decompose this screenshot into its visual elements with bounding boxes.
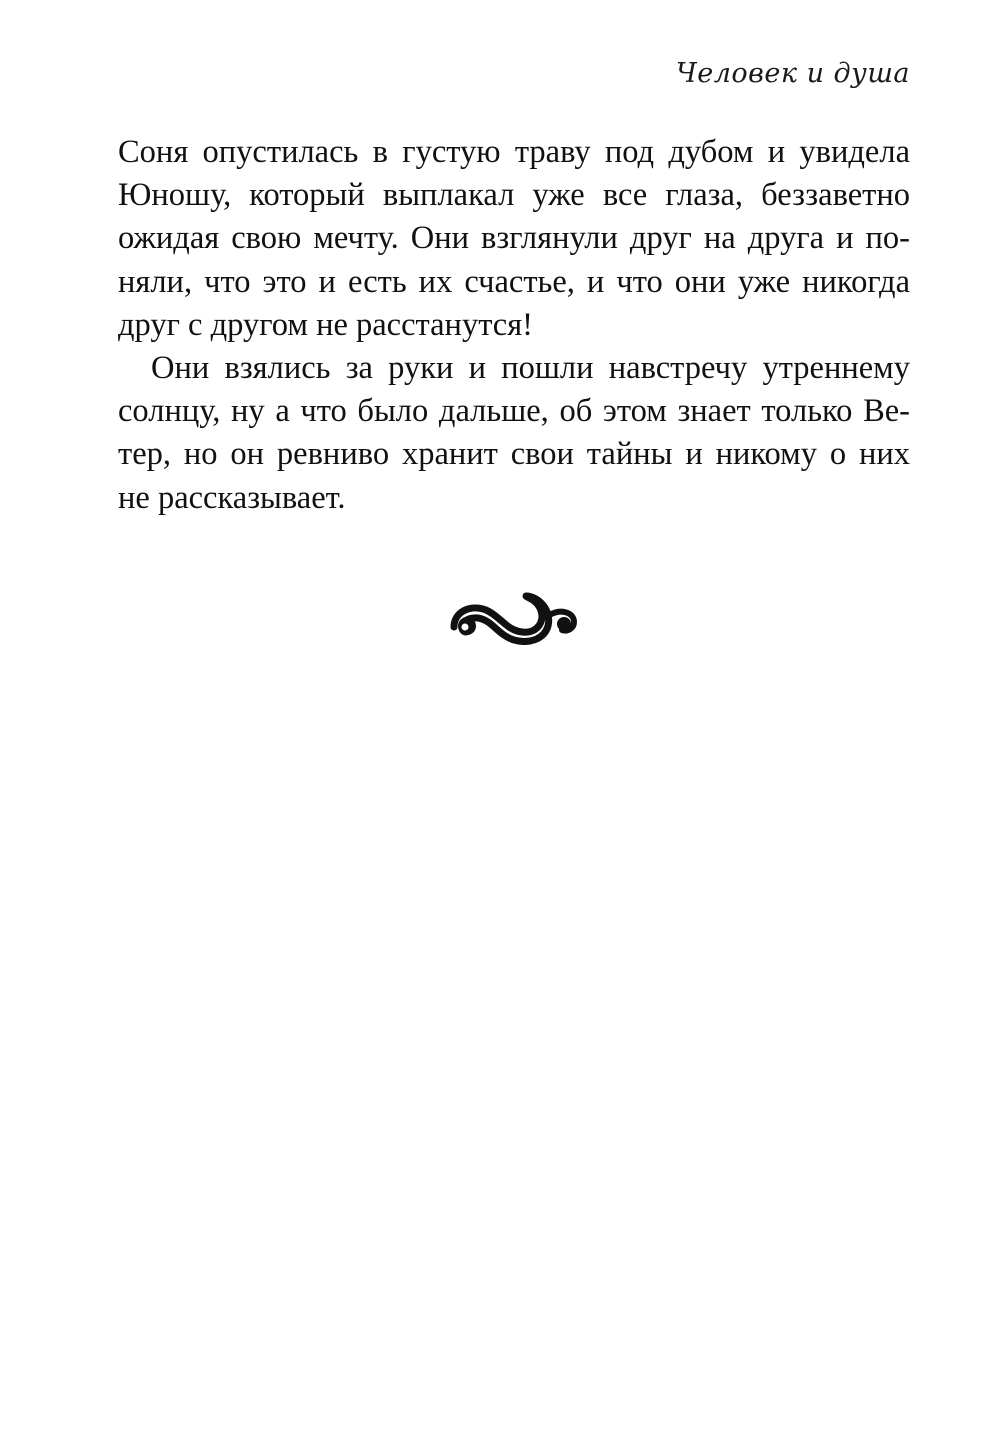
paragraph-1 xyxy=(118,131,910,347)
text-line: Соня опустилась в густую траву под дубом и увидела xyxy=(118,134,910,170)
paragraph-2 xyxy=(118,347,910,520)
text-line: друг с другом не расстанутся! xyxy=(118,306,533,343)
text-line: няли, что это и есть их счастье, и что они уже никогда xyxy=(118,263,910,300)
running-header: Человек и душа xyxy=(675,58,910,89)
text-line: Они взялись за руки и пошли навстречу утреннему xyxy=(151,350,910,387)
text-line: солнцу, ну а что было дальше, об этом знает только Ве- xyxy=(118,393,910,430)
text-line: Юношу, который выплакал уже все глаза, беззаветно xyxy=(118,177,910,214)
page-body xyxy=(118,131,910,520)
text-line: не рассказывает. xyxy=(118,479,346,516)
text-line: тер, но он ревниво хранит свои тайны и никому о них xyxy=(118,436,910,473)
swirl-ornament-icon xyxy=(448,590,578,645)
text-line: ожидая свою мечту. Они взглянули друг на друга и по- xyxy=(118,220,910,257)
